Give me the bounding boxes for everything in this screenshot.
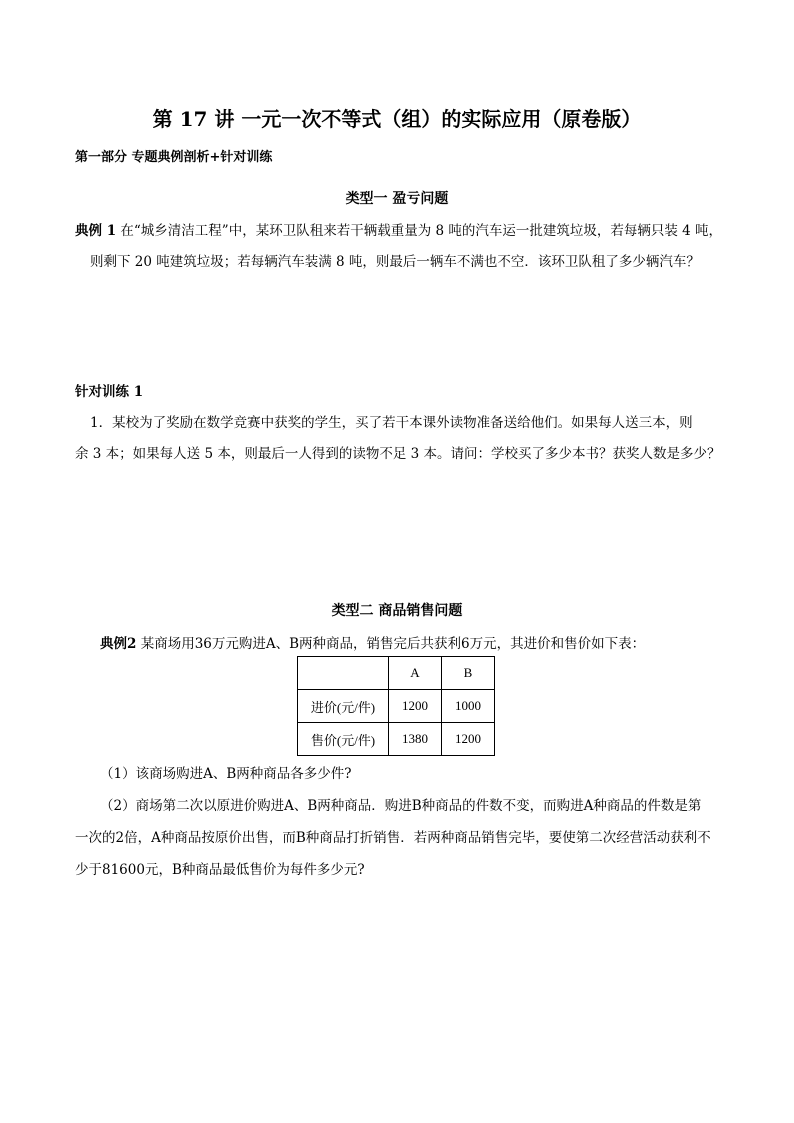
price-table (297, 656, 495, 756)
table-cell: 1380 (389, 723, 442, 756)
training1-label: 针对训练 1 (75, 384, 144, 400)
table-row (298, 723, 495, 756)
question-1: （1）该商场购进A、B两种商品各多少件? (100, 766, 352, 782)
example1-line1 (75, 219, 722, 239)
example2-intro-line (100, 632, 645, 652)
table-cell: A (389, 657, 442, 690)
question-2-line3: 少于81600元，B种商品最低售价为每件多少元? (75, 862, 365, 878)
example1-text-1: 在“城乡清洁工程”中，某环卫队租来若干辆载重量为 8 吨的汽车运一批建筑垃圾，若每辆只装 4 吨， (120, 223, 723, 239)
example2-label: 典例2 (100, 636, 137, 652)
table-cell: 1000 (442, 690, 495, 723)
type2-heading: 类型二 商品销售问题 (331, 603, 463, 619)
type1-heading: 类型一 盈亏问题 (345, 191, 449, 207)
table-cell: 1200 (442, 723, 495, 756)
example2-intro: 某商场用36万元购进A、B两种商品，销售完后共获利6万元，其进价和售价如下表： (140, 636, 646, 652)
table-row (298, 690, 495, 723)
part-heading: 第一部分 专题典例剖析+针对训练 (75, 150, 273, 165)
training1-line2: 余 3 本；如果每人送 5 本，则最后一人得到的读物不足 3 本。请问：学校买了多少本书？获奖人数是多少？ (75, 446, 721, 462)
question-2-line2: 一次的2倍，A种商品按原价出售，而B种商品打折销售．若两种商品销售完毕，要使第二次经营活动获利不 (75, 830, 711, 846)
table-cell: B (442, 657, 495, 690)
table-cell: 1200 (389, 690, 442, 723)
example1-label: 典例 1 (75, 223, 117, 239)
question-2-line1: （2）商场第二次以原进价购进A、B两种商品．购进B种商品的件数不变，而购进A种商品的件数是第 (100, 798, 702, 814)
page-title: 第 17 讲 一元一次不等式（组）的实际应用（原卷版） (152, 107, 642, 131)
example1-line2: 则剩下 20 吨建筑垃圾；若每辆汽车装满 8 吨，则最后一辆车不满也不空．该环卫队租了多少辆汽车？ (90, 254, 700, 270)
table-cell: 进价(元/件) (298, 690, 389, 723)
table-cell (298, 657, 389, 690)
training1-line1: 1．某校为了奖励在数学竞赛中获奖的学生，买了若干本课外读物准备送给他们。如果每人送三本，则 (90, 415, 693, 431)
table-header-row (298, 657, 495, 690)
table-cell: 售价(元/件) (298, 723, 389, 756)
